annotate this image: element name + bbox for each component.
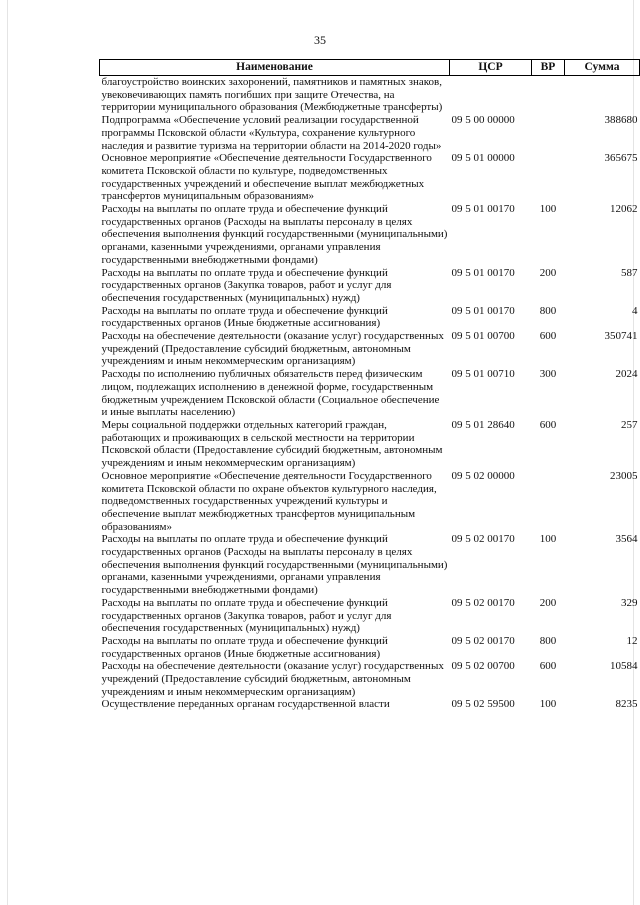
row-name-cell: Расходы на обеспечение деятельности (оказание услуг) государственных учреждений (Предоставление субсидий бюджетным, автономным учреждениям и иным некоммерческим организациям) [101,330,444,368]
table-row [100,203,640,267]
row-csr-cell: 09 5 01 00170 [451,304,515,317]
table-row [100,114,640,152]
row-vr-cell: 100 [539,533,557,546]
row-sum-cell: 23005 [610,469,638,482]
row-csr-cell: 09 5 00 00000 [451,114,515,127]
row-vr-cell: 800 [539,634,557,647]
header-csr: ЦСР [450,60,532,76]
table-row [100,305,640,330]
row-sum-cell: 329 [621,596,638,609]
row-vr-cell: 100 [539,698,557,711]
table-row [100,698,640,711]
row-vr-cell: 200 [539,266,557,279]
row-csr-cell: 09 5 02 00170 [451,596,515,609]
header-name: Наименование [100,60,450,76]
row-vr-cell [532,76,565,115]
row-sum-cell: 12062 [610,203,638,216]
row-sum-cell: 2024 [615,368,638,381]
row-name-cell: благоустройство воинских захоронений, памятников и памятных знаков, увековечивающих память погибших при защите Отечества, на территории муниципального образования (Межбюджетные трансферты) [101,76,443,114]
scan-edge-left [7,0,8,905]
row-csr-cell: 09 5 02 00700 [451,660,515,673]
row-sum-cell: 388680 [604,114,638,127]
table-row [100,76,640,115]
row-vr-cell: 600 [539,418,557,431]
table-row [100,267,640,305]
row-vr-cell: 800 [539,304,557,317]
row-sum-cell: 10584 [610,660,638,673]
row-csr-cell: 09 5 02 00170 [451,634,515,647]
row-sum-cell: 3564 [615,533,638,546]
row-vr-cell: 600 [539,660,557,673]
row-vr-cell [532,152,565,203]
row-name-cell: Расходы на выплаты по оплате труда и обеспечение функций государственных органов (Закупка товаров, работ и услуг для обеспечения государственных (муниципальных) нужд) [101,596,392,635]
row-name-cell: Расходы на выплаты по оплате труда и обеспечение функций государственных органов (Расходы на выплаты персоналу в целях обеспечения выполнения функций государственными (муниципальными) органами, казенными учреждениями, органами управления государственными внебюджетными фондами) [101,533,448,597]
row-name-cell: Расходы на обеспечение деятельности (оказание услуг) государственных учреждений (Предоставление субсидий бюджетным, автономным учреждениям и иным некоммерческим организациям) [101,660,444,698]
row-name-cell: Подпрограмма «Обеспечение условий реализации государственной программы Псковской области «Культура, сохранение культурного наследия и развитие туризма на территории области на 2014-2020 годы» [101,114,442,152]
row-name-cell: Расходы на выплаты по оплате труда и обеспечение функций государственных органов (Иные бюджетные ассигнования) [101,634,388,660]
table-row [100,152,640,203]
row-csr-cell: 09 5 01 00170 [451,203,515,216]
row-csr-cell: 09 5 02 59500 [451,698,515,711]
row-sum-cell [565,76,640,115]
row-sum-cell: 4 [632,304,638,317]
row-vr-cell: 300 [539,368,557,381]
header-vr: ВР [532,60,565,76]
row-vr-cell [532,114,565,152]
row-name-cell: Осуществление переданных органам государственной власти [101,698,390,711]
row-csr-cell [450,76,532,115]
row-sum-cell: 12 [626,634,638,647]
row-sum-cell: 350741 [604,330,638,343]
row-csr-cell: 09 5 01 00170 [451,266,515,279]
row-csr-cell: 09 5 02 00000 [451,469,515,482]
row-vr-cell: 200 [539,596,557,609]
row-csr-cell: 09 5 01 28640 [451,418,515,431]
row-csr-cell: 09 5 01 00700 [451,330,515,343]
budget-table [99,59,640,711]
row-name-cell: Расходы на выплаты по оплате труда и обеспечение функций государственных органов (Расходы на выплаты персоналу в целях обеспечения выполнения функций государственными (муниципальными) органами, казенными учреждениями, органами управления государственными внебюджетными фондами) [101,203,448,266]
row-sum-cell: 257 [621,418,638,431]
row-vr-cell [532,470,565,534]
table-row [100,533,640,597]
page-number: 35 [314,33,326,47]
table-row [100,470,640,534]
row-name-cell: Расходы на выплаты по оплате труда и обеспечение функций государственных органов (Иные бюджетные ассигнования) [101,304,388,330]
row-name-cell: Меры социальной поддержки отдельных категорий граждан, работающих и проживающих в сельской местности на территории Псковской области (Предоставление субсидий бюджетным, автономным учреждениям и иным некоммерческим организациям) [101,418,443,470]
header-sum: Сумма [565,60,640,76]
table-row [100,368,640,419]
table-row [100,419,640,470]
header-row [100,60,640,76]
row-vr-cell: 600 [539,330,557,343]
row-sum-cell: 587 [621,266,638,279]
table-row [100,660,640,698]
table-body [100,76,640,712]
row-sum-cell: 8235 [615,698,638,711]
table-row [100,635,640,660]
row-name-cell: Расходы на выплаты по оплате труда и обеспечение функций государственных органов (Закупка товаров, работ и услуг для обеспечения государственных (муниципальных) нужд) [101,266,392,304]
row-csr-cell: 09 5 02 00170 [451,533,515,546]
table-row [100,330,640,368]
row-sum-cell: 365675 [604,152,638,165]
row-vr-cell: 100 [539,203,557,216]
row-csr-cell: 09 5 01 00710 [451,368,515,381]
row-name-cell: Основное мероприятие «Обеспечение деятельности Государственного комитета Псковской области по культуре, подведомственных государственных учреждений и обеспечение выплат межбюджетных трансфертов муниципальным образованиям» [101,152,432,203]
table-header [100,60,640,76]
row-name-cell: Основное мероприятие «Обеспечение деятельности Государственного комитета Псковской области по охране объектов культурного наследия, подведомственных государственных учреждений культуры и обеспечение выплат межбюджетных трансфертов муниципальным образованиям» [101,469,437,533]
row-csr-cell: 09 5 01 00000 [451,152,515,165]
table-row [100,597,640,635]
row-name-cell: Расходы по исполнению публичных обязательств перед физическим лицом, подлежащих исполнению в денежной форме, государственным бюджетным учреждением Псковской области (Социальное обеспечение и иные выплаты населению) [101,368,440,419]
